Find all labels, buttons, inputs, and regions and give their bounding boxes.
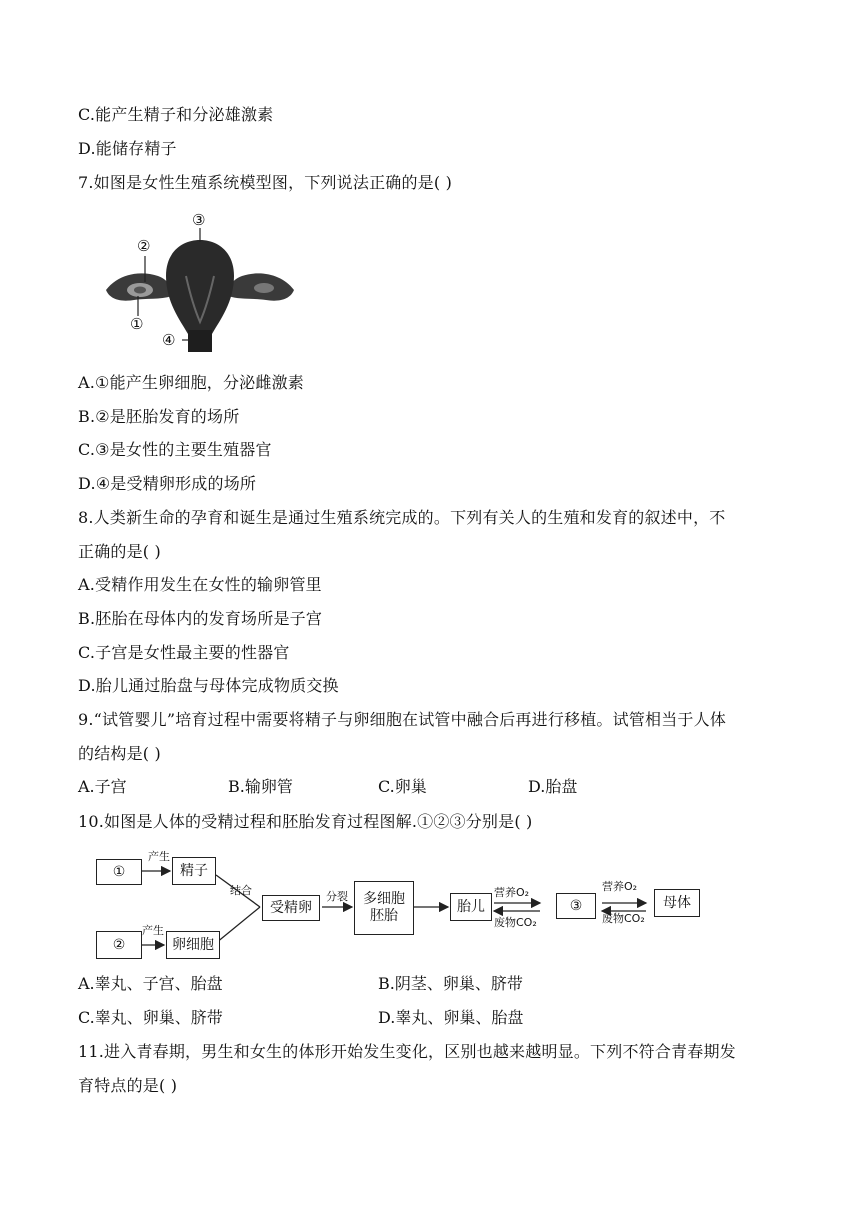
q8-option-c: C.子宫是女性最主要的性器官 [78,643,290,662]
q9-option-d: D.胎盘 [528,777,578,796]
question-11-line1: 11.进入青春期，男生和女生的体形开始发生变化，区别也越来越明显。下列不符合青春期发 [78,1042,736,1061]
q9-option-c: C.卵巢 [378,777,427,796]
q7-option-a: A.①能产生卵细胞，分泌雌激素 [78,373,304,392]
embryo-line1: 多细胞 [363,891,405,907]
label-3: ③ [192,211,206,229]
box-egg: 卵细胞 [166,931,220,959]
option-d-prev: D.能储存精子 [78,139,177,158]
question-9-line2: 的结构是( ) [78,744,161,763]
box-embryo [354,881,414,935]
q8-option-b: B.胚胎在母体内的发育场所是子宫 [78,609,323,628]
question-8-line1: 8.人类新生命的孕育和诞生是通过生殖系统完成的。下列有关人的生殖和发育的叙述中，不 [78,508,726,527]
question-7: 7.如图是女性生殖系统模型图，下列说法正确的是( ) [78,173,453,192]
question-8-line2: 正确的是( ) [78,542,161,561]
box-zygote: 受精卵 [262,895,320,921]
box-sperm: 精子 [172,857,216,885]
box-1: ① [96,859,142,885]
label-combine: 结合 [230,884,252,897]
q8-option-a: A.受精作用发生在女性的输卵管里 [78,575,322,594]
q7-option-d: D.④是受精卵形成的场所 [78,474,257,493]
q8-option-d: D.胎儿通过胎盘与母体完成物质交换 [78,676,339,695]
question-11-line2: 育特点的是( ) [78,1076,178,1095]
label-nutrient-2: 营养O₂ [602,880,638,893]
q9-option-b: B.输卵管 [228,777,293,796]
q10-option-b: B.阴茎、卵巢、脐带 [378,974,523,993]
label-nutrient-1: 营养O₂ [494,886,530,899]
embryo-line2: 胚胎 [370,908,398,924]
fertilization-flow-figure [90,845,710,965]
female-reproductive-diagram [100,212,300,357]
q10-option-d: D.睾丸、卵巢、胎盘 [378,1008,524,1027]
question-9-line1: 9.“试管婴儿”培育过程中需要将精子与卵细胞在试管中融合后再进行移植。试管相当于人体 [78,710,727,729]
label-divide: 分裂 [326,890,348,903]
q10-option-a: A.睾丸、子宫、胎盘 [78,974,223,993]
option-c-prev: C.能产生精子和分泌雄激素 [78,105,274,124]
label-produce-1: 产生 [148,850,170,863]
q7-option-c: C.③是女性的主要生殖器官 [78,440,272,459]
label-waste-2: 废物CO₂ [602,912,645,925]
box-3: ③ [556,893,596,919]
box-2: ② [96,931,142,959]
box-fetus: 胎儿 [450,893,492,921]
q7-option-b: B.②是胚胎发育的场所 [78,407,240,426]
female-reproductive-figure [100,212,300,357]
label-4: ④ [162,331,176,349]
label-waste-1: 废物CO₂ [494,916,537,929]
label-1: ① [130,315,144,333]
label-produce-2: 产生 [142,924,164,937]
question-10: 10.如图是人体的受精过程和胚胎发育过程图解.①②③分别是( ) [78,812,533,831]
q10-option-c: C.睾丸、卵巢、脐带 [78,1008,223,1027]
box-mother: 母体 [654,889,700,917]
q9-option-a: A.子宫 [78,777,127,796]
label-2: ② [137,237,151,255]
